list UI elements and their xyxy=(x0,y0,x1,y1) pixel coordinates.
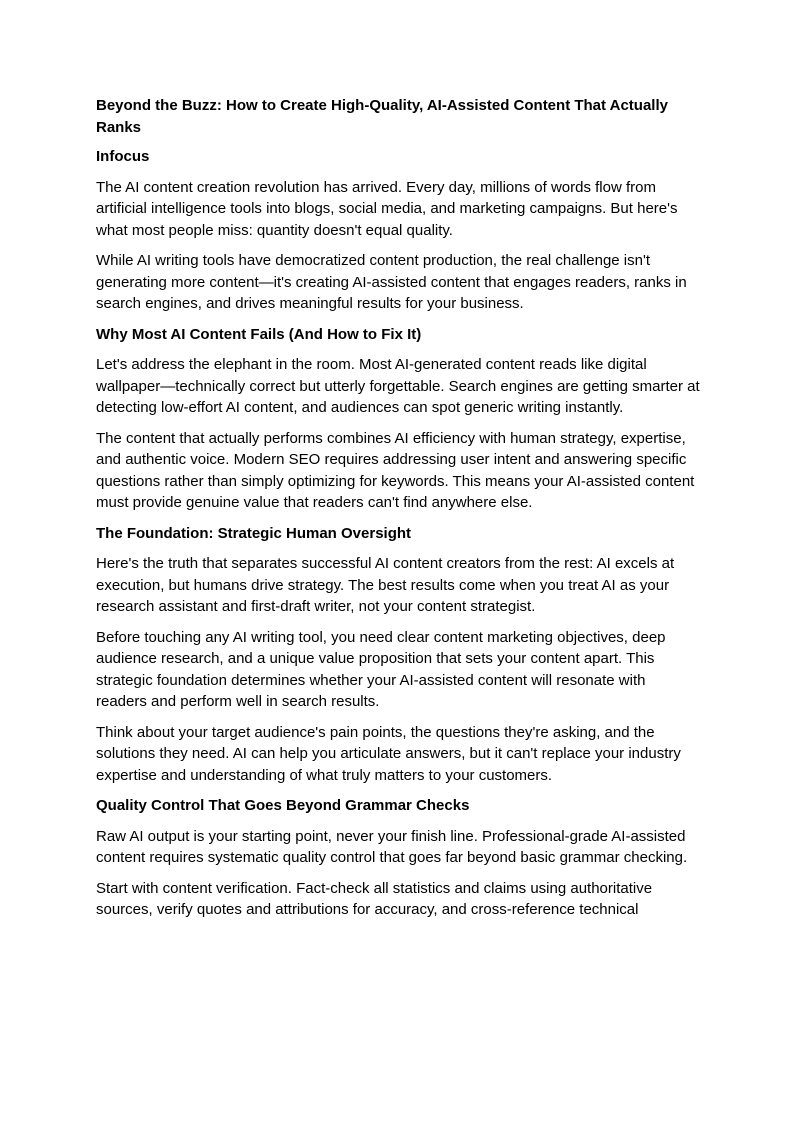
section-heading-foundation: The Foundation: Strategic Human Oversight xyxy=(96,524,412,542)
section-1-paragraph-1: Let's address the elephant in the room. Most AI-generated content reads like digital wallpaper—technically correct but utterly forgettable. Search engines are getting smarter at detecting low-effort AI content, and audiences can spot generic writing instantly. xyxy=(96,356,700,416)
section-2-paragraph-2: Before touching any AI writing tool, you need clear content marketing objectives, deep audience research, and a unique value proposition that sets your content apart. This strategic foundation determines whether your AI-assisted content will resonate with readers and perform well in search results. xyxy=(96,628,666,710)
section-3-paragraph-2: Start with content verification. Fact-check all statistics and claims using authoritative sources, verify quotes and attributions for accuracy, and cross-reference technical xyxy=(96,879,653,918)
section-3-paragraph-1: Raw AI output is your starting point, never your finish line. Professional-grade AI-assisted content requires systematic quality control that goes far beyond basic grammar checking. xyxy=(96,827,688,866)
intro-paragraph-1: The AI content creation revolution has arrived. Every day, millions of words flow from artificial intelligence tools into blogs, social media, and marketing campaigns. But here's what most people miss: quantity doesn't equal quality. xyxy=(96,178,678,239)
section-2-paragraph-3: Think about your target audience's pain points, the questions they're asking, and the solutions they need. AI can help you articulate answers, but it can't replace your industry expertise and understanding of what truly matters to your customers. xyxy=(96,723,681,784)
section-heading-why-ai-fails: Why Most AI Content Fails (And How to Fix It) xyxy=(96,325,422,343)
section-2-paragraph-1: Here's the truth that separates successful AI content creators from the rest: AI excels at execution, but humans drive strategy. The best results come when you treat AI as your research assistant and first-draft writer, not your content strategist. xyxy=(96,555,675,615)
document-page xyxy=(96,95,700,930)
document-author: Infocus xyxy=(96,148,150,165)
document-title: Beyond the Buzz: How to Create High-Quality, AI-Assisted Content That Actually Ranks xyxy=(96,97,668,136)
intro-paragraph-2: While AI writing tools have democratized content production, the real challenge isn't generating more content—it's creating AI-assisted content that engages readers, ranks in search engines, and drives meaningful results for your business. xyxy=(96,252,687,312)
section-1-paragraph-2: The content that actually performs combines AI efficiency with human strategy, expertise, and authentic voice. Modern SEO requires addressing user intent and answering specific questions rather than simply optimizing for keywords. This means your AI-assisted content must provide genuine value that readers can't find anywhere else. xyxy=(96,429,695,511)
section-heading-quality-control: Quality Control That Goes Beyond Grammar Checks xyxy=(96,797,470,814)
